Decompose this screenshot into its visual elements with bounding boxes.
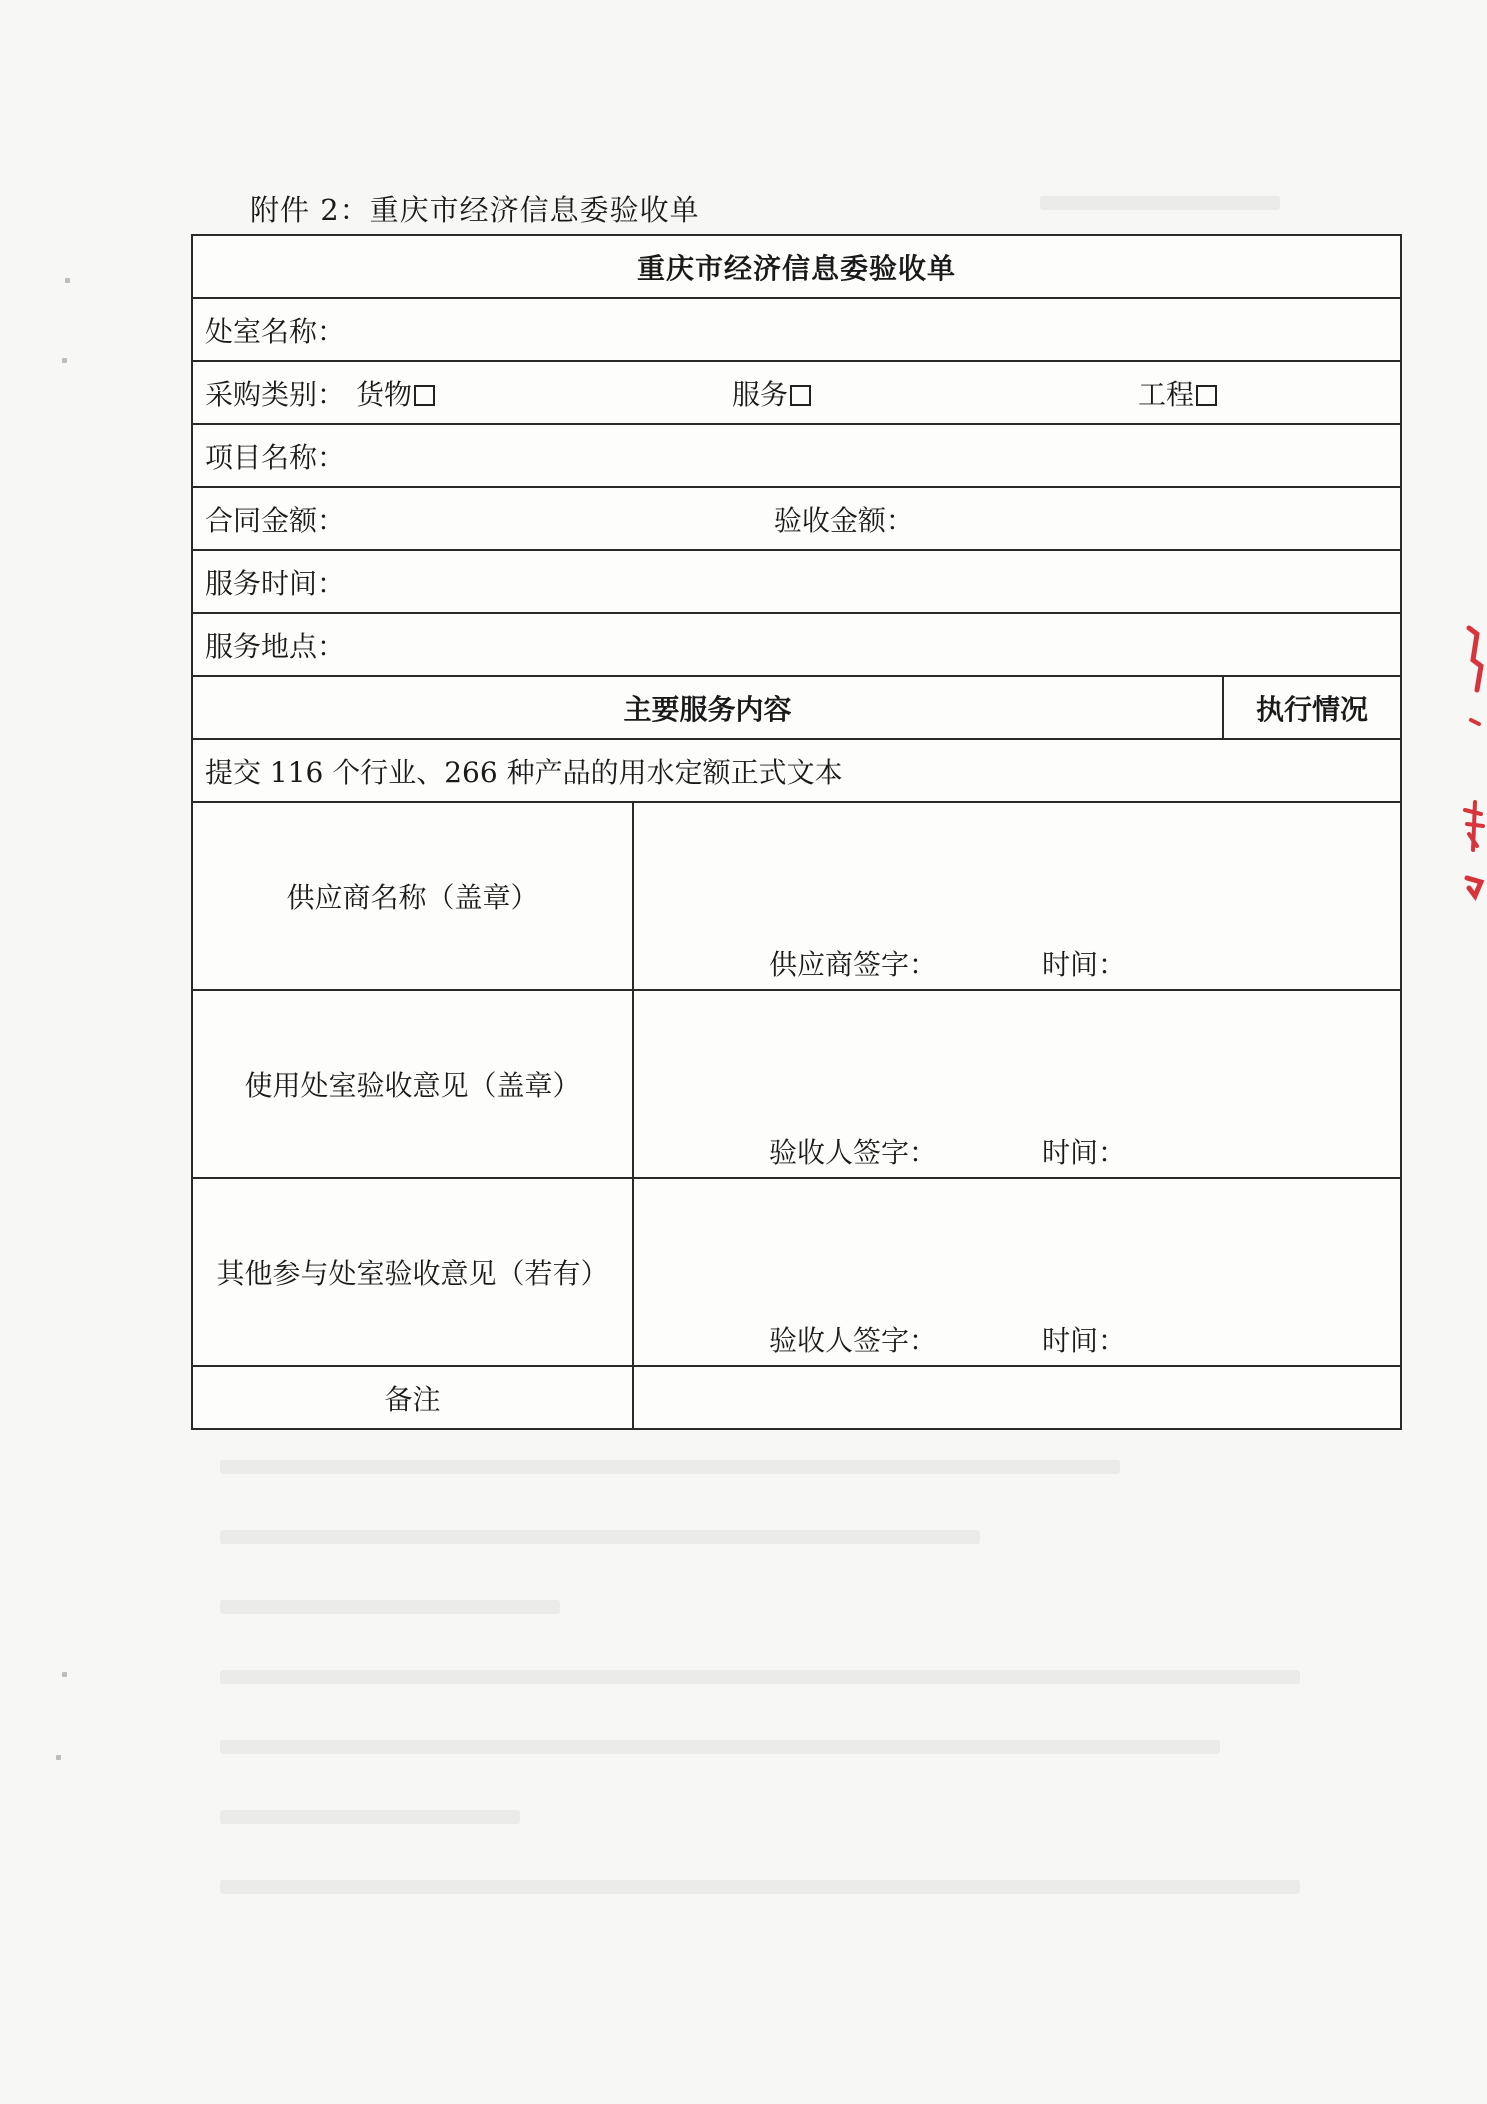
scan-speck: [62, 358, 67, 363]
category-engineering-label: 工程: [1138, 377, 1195, 411]
supplier-signature-label: 供应商签字：: [769, 948, 938, 981]
other-dept-time-label: 时间：: [1042, 1324, 1127, 1357]
service-time-label: 服务时间：: [205, 566, 346, 600]
content-row: [192, 739, 1401, 802]
engineering-checkbox[interactable]: [1196, 385, 1217, 406]
main-content-header: 主要服务内容: [192, 676, 1223, 739]
department-field[interactable]: [192, 298, 1401, 361]
scan-speck: [65, 278, 70, 283]
using-dept-time-label: 时间：: [1042, 1136, 1127, 1169]
department-label: 处室名称：: [205, 314, 346, 348]
contract-amount-label: 合同金额：: [205, 503, 346, 537]
acceptance-amount-label: 验收金额：: [773, 503, 914, 537]
supplier-label: 供应商名称（盖章）: [192, 802, 633, 990]
category-service-label: 服务: [732, 377, 789, 411]
red-seal-fragment: [1447, 620, 1487, 920]
using-dept-signature-area[interactable]: [633, 990, 1401, 1178]
using-dept-label: 使用处室验收意见（盖章）: [192, 990, 633, 1178]
using-dept-signature-label: 验收人签字：: [769, 1136, 938, 1169]
remarks-label: 备注: [192, 1366, 633, 1429]
service-checkbox[interactable]: [790, 385, 811, 406]
supplier-signature-area[interactable]: [633, 802, 1401, 990]
service-location-field[interactable]: [192, 613, 1401, 676]
project-field[interactable]: [192, 424, 1401, 487]
other-dept-signature-area[interactable]: [633, 1178, 1401, 1366]
service-time-field[interactable]: [192, 550, 1401, 613]
category-goods-label: 货物: [356, 377, 413, 411]
category-label: 采购类别：: [205, 377, 346, 411]
attachment-title: 附件 2：重庆市经济信息委验收单: [250, 193, 700, 227]
remarks-field[interactable]: [633, 1366, 1401, 1429]
goods-checkbox[interactable]: [414, 385, 435, 406]
content-text: 提交 116 个行业、266 种产品的用水定额正式文本: [205, 755, 843, 789]
acceptance-form-table: [191, 234, 1402, 1430]
other-dept-signature-label: 验收人签字：: [769, 1324, 938, 1357]
scan-speck: [62, 1672, 67, 1677]
other-dept-label: 其他参与处室验收意见（若有）: [192, 1178, 633, 1366]
project-label: 项目名称：: [205, 440, 346, 474]
category-engineering-option[interactable]: [1138, 373, 1217, 413]
category-goods-option[interactable]: [356, 373, 732, 413]
amount-row[interactable]: [192, 487, 1401, 550]
form-title: 重庆市经济信息委验收单: [192, 235, 1401, 298]
category-service-option[interactable]: [732, 373, 1138, 413]
scan-speck: [56, 1755, 61, 1760]
supplier-time-label: 时间：: [1042, 948, 1127, 981]
service-location-label: 服务地点：: [205, 629, 346, 663]
category-row: [192, 361, 1401, 424]
execution-header: 执行情况: [1223, 676, 1401, 739]
